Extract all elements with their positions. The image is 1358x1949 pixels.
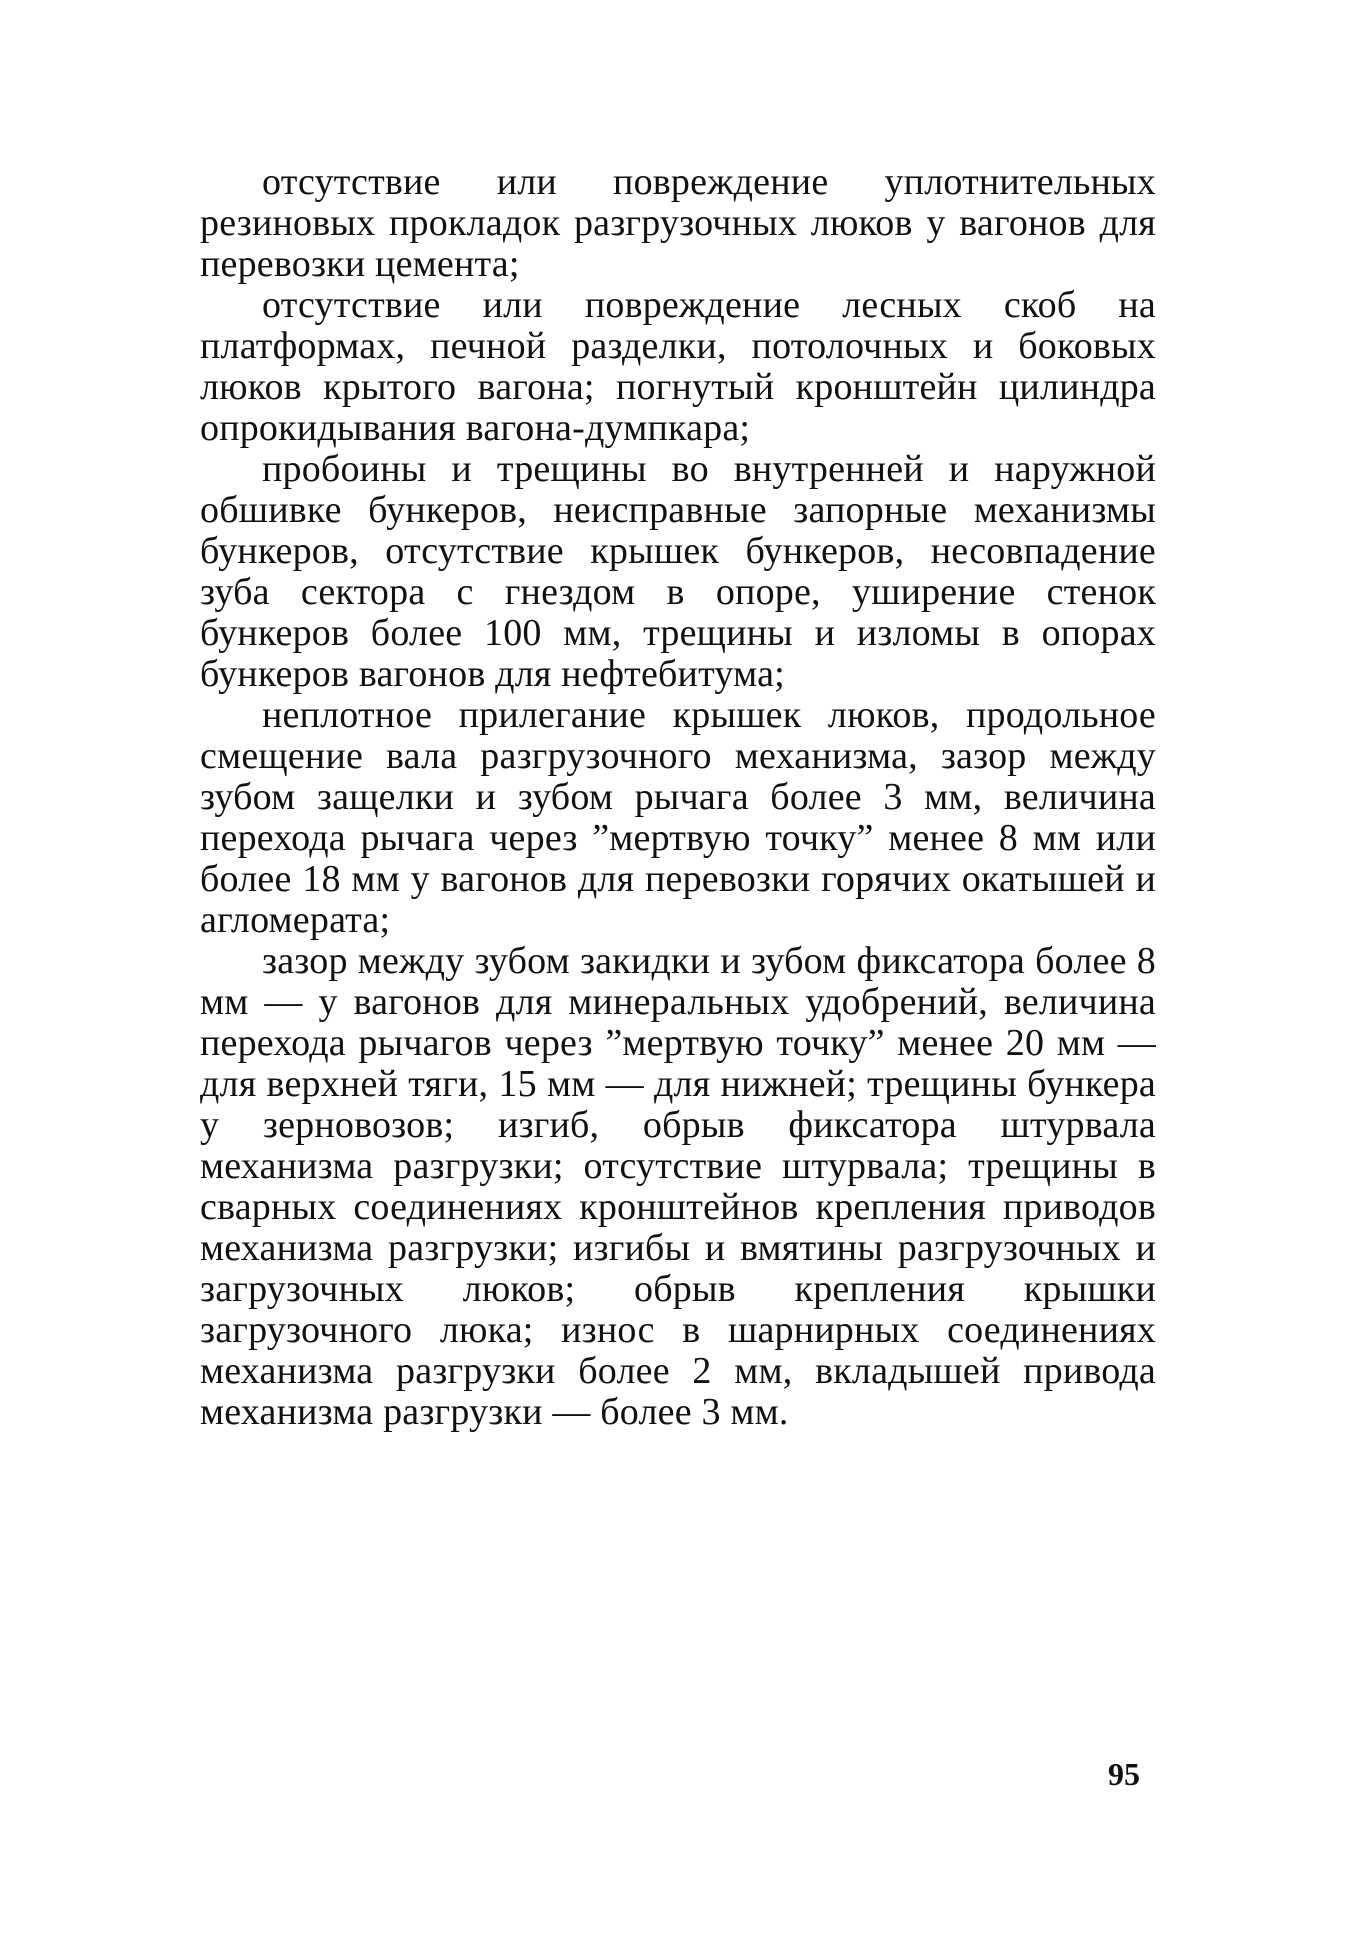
paragraph-1: отсутствие или повреждение уплотнительных резиновых прокладок разгрузочных люков у вагонов для перевозки цемента;	[200, 161, 1156, 285]
paragraph-5: зазор между зубом закидки и зубом фиксатора более 8 мм — у вагонов для минеральных удобрений, величина перехода рычагов через ”мертвую точку” менее 20 мм — для верхней тяги, 15 мм — для нижней; трещины бункера у зерновозов; изгиб, обрыв фиксатора штурвала механизма разгрузки; отсутствие штурвала; трещины в сварных соединениях кронштейнов крепления приводов механизма разгрузки; изгибы и вмятины разгрузочных и загрузочных люков; обрыв крепления крышки загрузочного люка; износ в шарнирных соединениях механизма разгрузки более 2 мм, вкладышей привода механизма разгрузки — более 3 мм.	[200, 940, 1156, 1433]
paragraph-3: пробоины и трещины во внутренней и наружной обшивке бункеров, неисправные запорные механизмы бункеров, отсутствие крышек бункеров, несовпадение зуба сектора с гнездом в опоре, уширение стенок бункеров более 100 мм, трещины и изломы в опорах бункеров вагонов для нефтебитума;	[200, 448, 1156, 695]
paragraph-2: отсутствие или повреждение лесных скоб на платформах, печной разделки, потолочных и боковых люков крытого вагона; погнутый кронштейн цилиндра опрокидывания вагона-думпкара;	[200, 284, 1156, 449]
body-text	[200, 162, 1156, 1433]
page-number: 95	[1108, 1756, 1140, 1792]
paragraph-4: неплотное прилегание крышек люков, продольное смещение вала разгрузочного механизма, зазор между зубом защелки и зубом рычага более 3 мм, величина перехода рычага через ”мертвую точку” менее 8 мм или более 18 мм у вагонов для перевозки горячих окатышей и агломерата;	[200, 694, 1156, 941]
